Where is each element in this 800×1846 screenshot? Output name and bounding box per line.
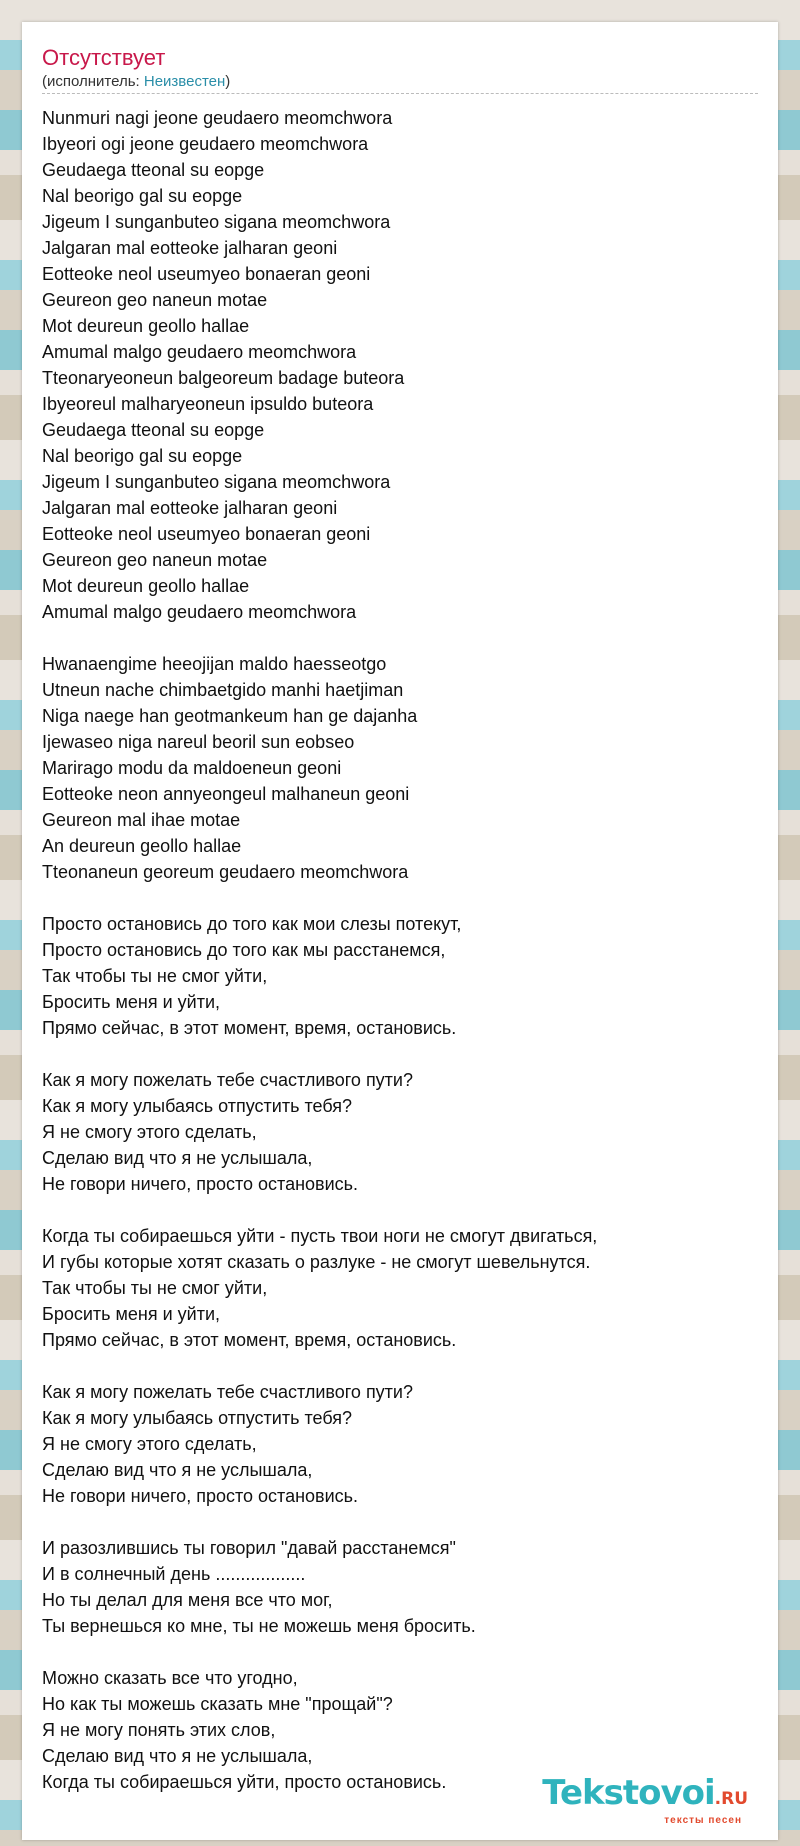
lyric-line: Marirago modu da maldoeneun geoni bbox=[42, 758, 342, 778]
lyric-line: Я не могу понять этих слов, bbox=[42, 1720, 276, 1740]
lyrics-card bbox=[22, 22, 778, 1840]
lyric-line: И разозлившись ты говорил "давай расстанемся" bbox=[42, 1538, 456, 1558]
lyric-line: Но ты делал для меня все что мог, bbox=[42, 1590, 333, 1610]
lyric-line: Ijewaseo niga nareul beoril sun eobseo bbox=[42, 732, 355, 752]
lyric-line: Ты вернешься ко мне, ты не можешь меня бросить. bbox=[42, 1616, 476, 1636]
artist-line bbox=[42, 72, 230, 92]
lyric-line: Как я могу пожелать тебе счастливого пути? bbox=[42, 1070, 413, 1090]
lyric-line: Я не смогу этого сделать, bbox=[42, 1434, 257, 1454]
lyric-line: Просто остановись до того как мы расстанемся, bbox=[42, 940, 446, 960]
lyric-line: Так чтобы ты не смог уйти, bbox=[42, 966, 268, 986]
lyric-line: Бросить меня и уйти, bbox=[42, 992, 220, 1012]
lyric-line: Прямо сейчас, в этот момент, время, остановись. bbox=[42, 1018, 457, 1038]
lyric-line: Amumal malgo geudaero meomchwora bbox=[42, 342, 357, 362]
lyric-line: Ibyeoreul malharyeoneun ipsuldo buteora bbox=[42, 394, 374, 414]
lyric-line: Mot deureun geollo hallae bbox=[42, 316, 250, 336]
lyric-line: Как я могу улыбаясь отпустить тебя? bbox=[42, 1096, 352, 1116]
lyric-line: Jalgaran mal eotteoke jalharan geoni bbox=[42, 498, 338, 518]
lyric-line: Eotteoke neol useumyeo bonaeran geoni bbox=[42, 524, 371, 544]
lyric-line: Eotteoke neon annyeongeul malhaneun geoni bbox=[42, 784, 410, 804]
logo-name: Tekstovoi bbox=[542, 1773, 715, 1813]
lyric-line: Сделаю вид что я не услышала, bbox=[42, 1746, 313, 1766]
lyric-line: Geudaega tteonal su eopge bbox=[42, 160, 265, 180]
stanza-gap bbox=[42, 625, 762, 651]
stanza-gap bbox=[42, 1639, 762, 1665]
title-divider bbox=[42, 93, 758, 94]
stanza-gap bbox=[42, 1353, 762, 1379]
lyric-line: Nal beorigo gal su eopge bbox=[42, 186, 243, 206]
lyric-line: Geureon geo naneun motae bbox=[42, 550, 268, 570]
logo-tagline: тексты песен bbox=[664, 1815, 742, 1826]
logo-tld: .RU bbox=[714, 1789, 748, 1809]
lyric-line: Geureon mal ihae motae bbox=[42, 810, 241, 830]
lyric-line: Можно сказать все что угодно, bbox=[42, 1668, 298, 1688]
lyric-line: Когда ты собираешься уйти, просто остановись. bbox=[42, 1772, 447, 1792]
artist-prefix: (исполнитель: bbox=[42, 73, 144, 90]
lyric-line: Tteonaryeoneun balgeoreum badage buteora bbox=[42, 368, 405, 388]
lyric-line: Просто остановись до того как мои слезы потекут, bbox=[42, 914, 462, 934]
lyric-line: Amumal malgo geudaero meomchwora bbox=[42, 602, 357, 622]
lyric-line: Ibyeori ogi jeone geudaero meomchwora bbox=[42, 134, 369, 154]
lyric-line: Niga naege han geotmankeum han ge dajanha bbox=[42, 706, 418, 726]
lyric-line: Сделаю вид что я не услышала, bbox=[42, 1148, 313, 1168]
lyric-line: Так чтобы ты не смог уйти, bbox=[42, 1278, 268, 1298]
lyric-line: Не говори ничего, просто остановись. bbox=[42, 1174, 359, 1194]
lyric-line: Geureon geo naneun motae bbox=[42, 290, 268, 310]
lyrics-body bbox=[42, 105, 762, 1795]
lyric-line: Как я могу пожелать тебе счастливого пути? bbox=[42, 1382, 413, 1402]
lyric-line: Tteonaneun georeum geudaero meomchwora bbox=[42, 862, 409, 882]
stanza-gap bbox=[42, 1197, 762, 1223]
lyric-line: И губы которые хотят сказать о разлуке - не смогут шевельнутся. bbox=[42, 1252, 591, 1272]
artist-link[interactable]: Неизвестен bbox=[143, 73, 226, 90]
lyric-line: Сделаю вид что я не услышала, bbox=[42, 1460, 313, 1480]
artist-suffix: ) bbox=[225, 73, 231, 90]
lyric-line: Я не смогу этого сделать, bbox=[42, 1122, 257, 1142]
lyric-line: Бросить меня и уйти, bbox=[42, 1304, 220, 1324]
lyric-line: Как я могу улыбаясь отпустить тебя? bbox=[42, 1408, 352, 1428]
lyric-line: Mot deureun geollo hallae bbox=[42, 576, 250, 596]
lyric-line: И в солнечный день .................. bbox=[42, 1564, 306, 1584]
stanza-gap bbox=[42, 885, 762, 911]
lyric-line: Jigeum I sunganbuteo sigana meomchwora bbox=[42, 212, 391, 232]
lyric-line: Utneun nache chimbaetgido manhi haetjiman bbox=[42, 680, 404, 700]
song-title: Отсутствует bbox=[42, 45, 166, 70]
lyric-line: Но как ты можешь сказать мне "прощай"? bbox=[42, 1694, 393, 1714]
stanza-gap bbox=[42, 1041, 762, 1067]
lyric-line: Jigeum I sunganbuteo sigana meomchwora bbox=[42, 472, 391, 492]
lyric-line: Geudaega tteonal su eopge bbox=[42, 420, 265, 440]
lyric-line: Не говори ничего, просто остановись. bbox=[42, 1486, 359, 1506]
stanza-gap bbox=[42, 1509, 762, 1535]
lyric-line: Прямо сейчас, в этот момент, время, остановись. bbox=[42, 1330, 457, 1350]
lyric-line: Nal beorigo gal su eopge bbox=[42, 446, 243, 466]
lyric-line: Eotteoke neol useumyeo bonaeran geoni bbox=[42, 264, 371, 284]
lyric-line: Hwanaengime heeojijan maldo haesseotgo bbox=[42, 654, 387, 674]
lyric-line: Nunmuri nagi jeone geudaero meomchwora bbox=[42, 108, 393, 128]
lyric-line: Когда ты собираешься уйти - пусть твои ноги не смогут двигаться, bbox=[42, 1226, 598, 1246]
lyric-line: An deureun geollo hallae bbox=[42, 836, 242, 856]
site-logo[interactable] bbox=[542, 1775, 748, 1826]
lyric-line: Jalgaran mal eotteoke jalharan geoni bbox=[42, 238, 338, 258]
